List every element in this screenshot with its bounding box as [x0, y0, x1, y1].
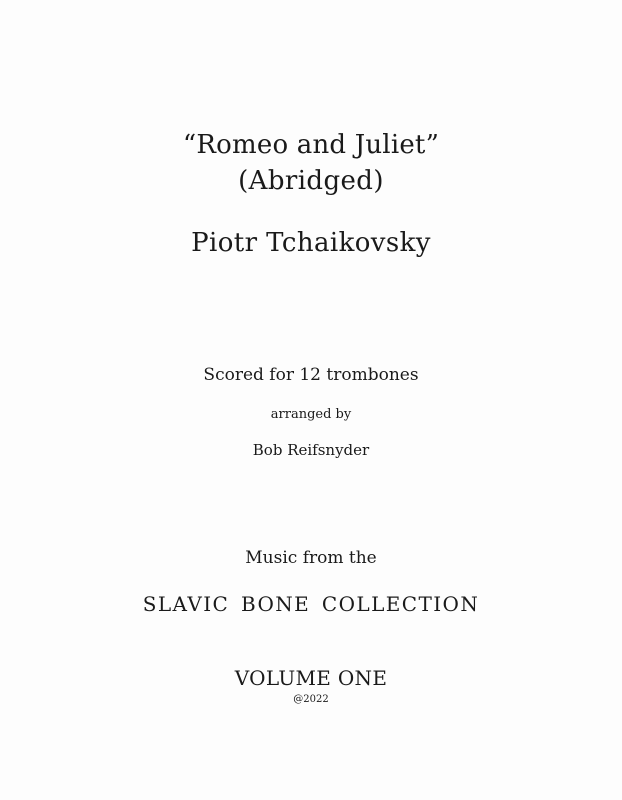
title-line-1: “Romeo and Juliet”: [182, 130, 440, 160]
copyright-notice: @2022: [293, 694, 329, 705]
collection-intro: Music from the: [245, 548, 377, 568]
volume-label: VOLUME ONE: [234, 666, 388, 690]
scoring-note: Scored for 12 trombones: [203, 365, 419, 385]
arranger-name: Bob Reifsnyder: [252, 441, 370, 459]
arranged-by-label: arranged by: [270, 407, 352, 422]
composer-name: Piotr Tchaikovsky: [191, 228, 431, 258]
title-line-2: (Abridged): [238, 166, 384, 196]
collection-name: SLAVIC BONE COLLECTION: [142, 592, 480, 616]
